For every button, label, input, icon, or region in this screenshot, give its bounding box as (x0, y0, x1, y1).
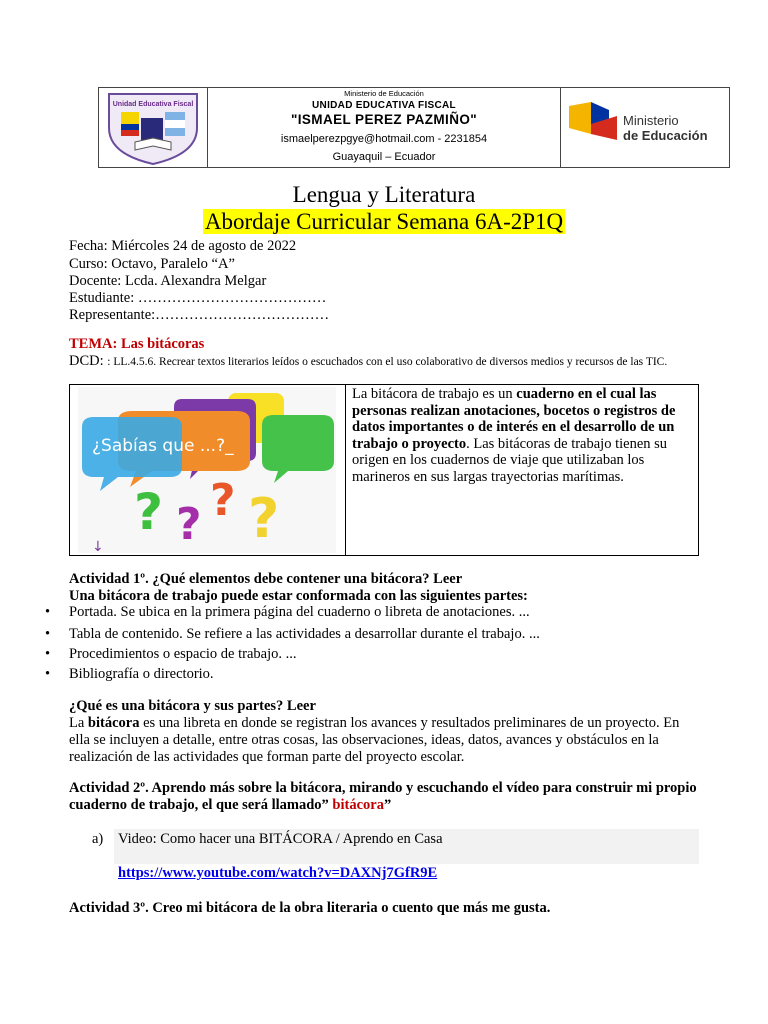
school-city: Guayaquil – Ecuador (332, 151, 436, 163)
actividad-2 (69, 780, 701, 814)
school-header (98, 87, 730, 168)
actividad-2-end: ” (383, 797, 392, 813)
list-item (45, 646, 297, 663)
sabias-que-text: ¿Sabías que ...?_ (92, 436, 234, 456)
question-mark-purple: ? (176, 499, 202, 550)
actividad-2-red-word: bitácora (332, 797, 384, 813)
list-item-text: Procedimientos o espacio de trabajo. ... (69, 646, 297, 662)
school-logo-text: Unidad Educativa Fiscal (112, 101, 194, 108)
que-es-heading: ¿Qué es una bitácora y sus partes? Leer (69, 698, 316, 714)
bullet-icon: • (45, 666, 51, 682)
school-contact: ismaelperezpgye@hotmail.com - 2231854 (280, 133, 488, 145)
list-item (45, 666, 214, 683)
speech-bubbles-illustration (78, 387, 336, 553)
estudiante-line: Estudiante: ………………………………… (69, 290, 327, 306)
que-es-paragraph (69, 715, 701, 766)
ministry-small-text: Ministerio de Educación (344, 89, 424, 98)
video-label: Video: Como hacer una BITÁCORA / Aprendo en Casa (118, 831, 443, 847)
list-item-text: Tabla de contenido. Se refiere a las actividades a desarrollar durante el trabajo. ... (69, 626, 540, 642)
docente-line: Docente: Lcda. Alexandra Melgar (69, 273, 267, 289)
question-mark-green: ? (134, 483, 164, 541)
representante-line: Representante:……………………………… (69, 307, 330, 323)
question-mark-orange: ? (210, 475, 236, 526)
ministry-logo-cell (560, 88, 729, 167)
ministry-logo-line1: Ministerio (623, 113, 679, 128)
definition-end: . Las bitácoras de trabajo tienen su origen en los cuadernos de viaje que utilizaban los marineros en sus largas trayectorias marítimas. (352, 435, 668, 485)
dcd-description: : LL.4.5.6. Recrear textos literarios leídos o escuchados con el uso colaborativo de diversos medios y recursos de las TIC. (107, 356, 668, 368)
que-es-rest: es una libreta en donde se registran los avances y resultados preliminares de un proyecto. En ella se incluyen a detalle, entre otras cosas, las observaciones, ideas, datos, avances y obstáculos en la realización de las actividades que forman parte del proyecto escolar. (69, 715, 680, 765)
school-name: "ISMAEL PEREZ PAZMIÑO" (290, 112, 478, 127)
table-divider (345, 385, 346, 555)
school-header-text (207, 88, 561, 167)
fecha-line: Fecha: Miércoles 24 de agosto de 2022 (69, 238, 297, 254)
actividad-1-intro: Una bitácora de trabajo puede estar conformada con las siguientes partes: (69, 588, 528, 604)
actividad-2-text: Actividad 2º. Aprendo más sobre la bitácora, mirando y escuchando el vídeo para construir mi propio cuaderno de trabajo, el que será llamado” (69, 780, 697, 813)
que-es-bold: bitácora (87, 715, 140, 731)
question-mark-yellow: ? (248, 487, 280, 550)
page-title: Lengua y Literatura (292, 182, 476, 207)
bitacora-info-table (69, 384, 699, 556)
curso-line: Curso: Octavo, Paralelo “A” (69, 256, 235, 272)
bullet-icon: • (45, 626, 51, 642)
down-arrow-icon: ↓ (92, 539, 104, 553)
page-subtitle: Abordaje Curricular Semana 6A-2P1Q (204, 209, 564, 234)
bitacora-definition (352, 386, 694, 485)
list-item (45, 626, 540, 643)
school-type: UNIDAD EDUCATIVA FISCAL (312, 100, 456, 111)
list-item-text: Portada. Se ubica en la primera página del cuaderno o libreta de anotaciones. ... (69, 604, 530, 620)
actividad-1-heading: Actividad 1º. ¿Qué elementos debe contener una bitácora? Leer (69, 571, 463, 587)
tema-heading: TEMA: Las bitácoras (69, 336, 205, 352)
video-marker: a) (92, 831, 104, 847)
definition-start: La bitácora de trabajo es un (352, 386, 517, 402)
school-shield-logo (99, 88, 207, 167)
dcd-text (69, 354, 709, 369)
bullet-icon: • (45, 604, 51, 620)
school-logo-cell (99, 88, 208, 167)
dcd-label: DCD: (69, 353, 108, 369)
que-es-start: La (69, 715, 88, 731)
bullet-icon: • (45, 646, 51, 662)
video-link[interactable]: https://www.youtube.com/watch?v=DAXNj7GfR9E (118, 865, 438, 881)
subtitle-wrapper (0, 209, 768, 235)
list-item-text: Bibliografía o directorio. (69, 666, 214, 682)
ministry-logo-line2: de Educación (623, 128, 708, 143)
sabias-que-image (78, 387, 336, 553)
ministry-logo (561, 88, 729, 167)
list-item (45, 604, 530, 621)
actividad-3: Actividad 3º. Creo mi bitácora de la obra literaria o cuento que más me gusta. (69, 900, 551, 916)
definition-bold: cuaderno en el cual las personas realizan anotaciones, bocetos o registros de datos importantes o de interés en el desarrollo de un trabajo o proyecto (352, 386, 676, 452)
